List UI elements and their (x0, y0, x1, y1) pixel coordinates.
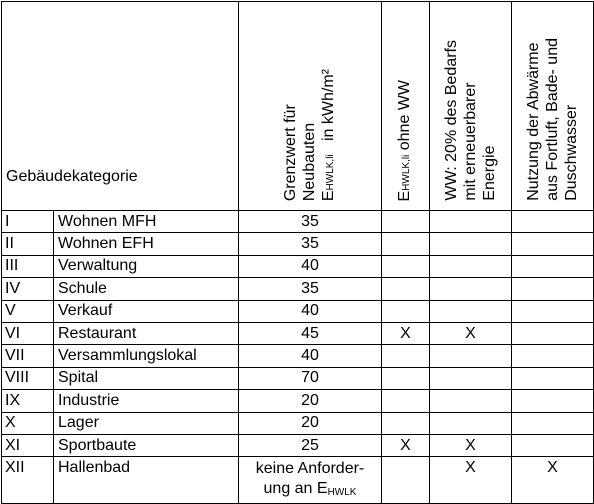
row-no-ww-mark (382, 300, 430, 322)
row-no-ww-mark (382, 255, 430, 277)
row-number: VII (2, 345, 54, 367)
header-ww (430, 2, 512, 211)
row-limit-value-line1: keine Anforder- (255, 460, 365, 478)
row-waste-heat-mark (512, 211, 594, 233)
row-waste-heat-mark (512, 412, 594, 434)
row-category: Schule (54, 278, 239, 300)
row-ww-mark: X (430, 322, 512, 344)
header-waste-line2: aus Fortluft, Bade- und (544, 38, 561, 201)
row-no-ww-mark (382, 278, 430, 300)
row-number: IV (2, 278, 54, 300)
row-no-ww-mark (382, 367, 430, 389)
header-no-ww-symbol: E (396, 190, 413, 201)
header-row (2, 2, 594, 211)
row-waste-heat-mark (512, 345, 594, 367)
row-ww-mark: X (430, 457, 512, 504)
header-no-ww-text (395, 80, 416, 201)
row-no-ww-mark (382, 233, 430, 255)
header-limit (239, 2, 382, 211)
row-waste-heat-mark (512, 278, 594, 300)
row-limit-value-line2: ung an E (263, 480, 328, 498)
row-limit-value: 70 (239, 367, 382, 389)
row-ww-mark (430, 278, 512, 300)
table-row (2, 300, 594, 322)
row-waste-heat-mark: X (512, 457, 594, 504)
row-ww-mark (430, 345, 512, 367)
table-row (2, 457, 594, 504)
row-category: Restaurant (54, 322, 239, 344)
row-ww-mark: X (430, 434, 512, 456)
row-no-ww-mark (382, 345, 430, 367)
table-row (2, 367, 594, 389)
header-ww-line2: mit erneuerbarer (462, 82, 479, 201)
row-limit-value: 40 (239, 300, 382, 322)
row-category: Industrie (54, 390, 239, 412)
row-limit-value: 40 (239, 345, 382, 367)
row-category: Sportbaute (54, 434, 239, 456)
header-waste-line1: Nutzung der Abwärme (525, 42, 542, 201)
header-limit-unit: in kWh/m² (319, 68, 337, 141)
table-row (2, 390, 594, 412)
row-limit-value-subscript: HWLK (327, 487, 357, 499)
row-no-ww-mark (382, 211, 430, 233)
table-row (2, 412, 594, 434)
row-no-ww-mark (382, 412, 430, 434)
row-no-ww-mark (382, 390, 430, 412)
row-category: Verwaltung (54, 255, 239, 277)
row-category: Verkauf (54, 300, 239, 322)
row-waste-heat-mark (512, 367, 594, 389)
row-waste-heat-mark (512, 300, 594, 322)
header-limit-line1: Grenzwert für (281, 104, 299, 201)
header-limit-line2: Neubauten (300, 122, 318, 201)
row-ww-mark (430, 367, 512, 389)
table-row (2, 233, 594, 255)
row-category: Lager (54, 412, 239, 434)
row-limit-value: 40 (239, 255, 382, 277)
row-limit-value: 45 (239, 322, 382, 344)
row-ww-mark (430, 233, 512, 255)
row-ww-mark (430, 390, 512, 412)
row-category: Wohnen MFH (54, 211, 239, 233)
row-waste-heat-mark (512, 322, 594, 344)
row-number: II (2, 233, 54, 255)
row-limit-value (239, 457, 382, 504)
row-number: I (2, 211, 54, 233)
row-category: Wohnen EFH (54, 233, 239, 255)
row-ww-mark (430, 211, 512, 233)
row-limit-value: 35 (239, 233, 382, 255)
header-category: Gebäudekategorie (2, 2, 239, 211)
building-category-table-wrapper (1, 1, 594, 504)
table-row (2, 322, 594, 344)
row-waste-heat-mark (512, 434, 594, 456)
row-ww-mark (430, 255, 512, 277)
row-number: VI (2, 322, 54, 344)
row-ww-mark (430, 300, 512, 322)
table-row (2, 211, 594, 233)
row-waste-heat-mark (512, 233, 594, 255)
row-number: X (2, 412, 54, 434)
header-limit-symbol: E (319, 190, 337, 201)
row-limit-value: 35 (239, 278, 382, 300)
building-category-table (1, 1, 594, 504)
header-no-ww (382, 2, 430, 211)
row-no-ww-mark (382, 457, 430, 504)
row-limit-value: 35 (239, 211, 382, 233)
row-limit-value: 20 (239, 390, 382, 412)
row-waste-heat-mark (512, 255, 594, 277)
row-no-ww-mark: X (382, 322, 430, 344)
header-ww-line1: WW: 20% des Bedarfs (443, 40, 460, 201)
header-no-ww-label: ohne WW (396, 79, 413, 155)
row-category: Spital (54, 367, 239, 389)
table-row (2, 278, 594, 300)
table-row (2, 255, 594, 277)
row-number: III (2, 255, 54, 277)
row-number: XII (2, 457, 54, 504)
table-row (2, 434, 594, 456)
header-waste-line3: Duschwasser (563, 104, 580, 201)
header-waste-heat (512, 2, 594, 211)
table-row (2, 345, 594, 367)
row-limit-value: 20 (239, 412, 382, 434)
row-number: VIII (2, 367, 54, 389)
row-number: V (2, 300, 54, 322)
row-category: Versammlungslokal (54, 345, 239, 367)
header-waste-heat-text (524, 38, 581, 201)
row-number: XI (2, 434, 54, 456)
header-ww-line3: Energie (481, 145, 498, 201)
row-category: Hallenbad (54, 457, 239, 504)
header-no-ww-subscript: HWLK,li (401, 154, 412, 191)
header-limit-subscript: HWLK,li (324, 154, 336, 191)
row-number: IX (2, 390, 54, 412)
header-ww-text (442, 40, 499, 201)
header-limit-text (281, 69, 340, 201)
row-ww-mark (430, 412, 512, 434)
row-limit-value: 25 (239, 434, 382, 456)
row-waste-heat-mark (512, 390, 594, 412)
row-no-ww-mark: X (382, 434, 430, 456)
